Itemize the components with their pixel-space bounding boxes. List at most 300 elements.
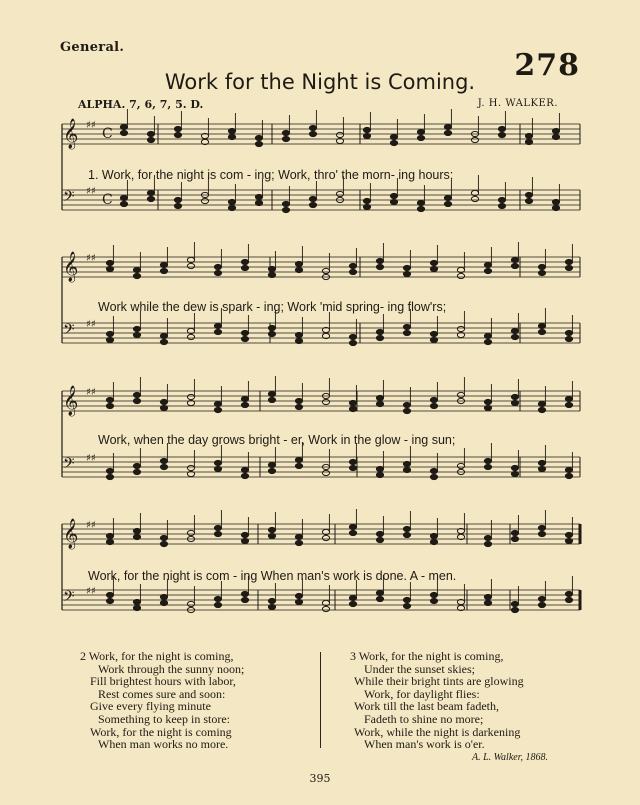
note-head — [309, 131, 316, 136]
note-head — [538, 531, 545, 536]
verse-line: Rest comes sure and soon: — [98, 686, 226, 701]
note-head — [214, 270, 221, 275]
note-head — [106, 533, 113, 538]
note-head — [349, 400, 356, 405]
note-head — [484, 405, 491, 410]
note-head — [349, 459, 356, 464]
note-head — [228, 134, 235, 139]
note-head — [457, 326, 464, 331]
verse-line: Work, while the night is darkening — [354, 724, 521, 739]
note-head — [511, 400, 518, 405]
note-head — [106, 266, 113, 271]
note-head — [511, 471, 518, 476]
note-head — [241, 259, 248, 264]
note-head — [133, 267, 140, 272]
verse-line: Work, for daylight flies: — [364, 686, 480, 701]
note-head — [187, 530, 194, 535]
note-head — [430, 592, 437, 597]
note-head — [241, 402, 248, 407]
note-head — [417, 129, 424, 134]
note-head — [133, 528, 140, 533]
note-head — [160, 339, 167, 344]
bass-clef: 𝄢 — [63, 455, 75, 476]
note-head — [133, 534, 140, 539]
note-head — [268, 325, 275, 330]
note-head — [268, 266, 275, 271]
note-head — [241, 473, 248, 478]
note-head — [309, 196, 316, 201]
note-head — [147, 190, 154, 195]
note-head — [552, 205, 559, 210]
note-head — [376, 596, 383, 601]
note-head — [255, 200, 262, 205]
note-head — [525, 133, 532, 138]
note-head — [363, 127, 370, 132]
verse-2 — [80, 650, 244, 751]
key-signature: ♯♯ — [86, 319, 96, 330]
key-signature: ♯♯ — [86, 387, 96, 398]
note-head — [160, 541, 167, 546]
note-head — [565, 336, 572, 341]
note-head — [147, 196, 154, 201]
treble-clef: 𝄞 — [63, 252, 79, 282]
note-head — [160, 405, 167, 410]
note-head — [484, 399, 491, 404]
note-head — [363, 133, 370, 138]
note-head — [511, 394, 518, 399]
note-head — [106, 397, 113, 402]
note-head — [376, 590, 383, 595]
note-head — [376, 537, 383, 542]
key-signature: ♯♯ — [86, 186, 96, 197]
bass-clef: 𝄢 — [63, 588, 75, 609]
note-head — [120, 201, 127, 206]
note-head — [214, 525, 221, 530]
note-head — [349, 406, 356, 411]
verse-line: Work through the sunny noon; — [98, 661, 245, 676]
note-head — [214, 460, 221, 465]
note-head — [538, 466, 545, 471]
note-head — [484, 339, 491, 344]
note-head — [430, 468, 437, 473]
note-head — [417, 200, 424, 205]
note-head — [295, 593, 302, 598]
page-number: 395 — [309, 772, 331, 785]
note-head — [484, 458, 491, 463]
note-head — [349, 269, 356, 274]
note-head — [552, 199, 559, 204]
note-head — [214, 323, 221, 328]
verse-line: Work till the last beam fadeth, — [354, 699, 499, 714]
lyric-line-1: 1. Work, for the night is com - ing; Work, thro' the morn- ing hours; — [88, 168, 454, 182]
note-head — [201, 198, 208, 203]
note-head — [282, 130, 289, 135]
note-head — [484, 262, 491, 267]
note-head — [511, 263, 518, 268]
verse-line: 3 Work, for the night is coming, — [350, 649, 504, 663]
note-head — [511, 530, 518, 535]
note-head — [403, 324, 410, 329]
note-head — [376, 264, 383, 269]
note-head — [565, 597, 572, 602]
verse-divider — [320, 652, 321, 748]
composer-credit: J. H. WALKER. — [477, 98, 558, 109]
verse-line: Under the sunset skies; — [364, 661, 475, 676]
note-head — [565, 473, 572, 478]
note-head — [268, 468, 275, 473]
note-head — [295, 332, 302, 337]
note-head — [160, 262, 167, 267]
note-head — [403, 461, 410, 466]
note-head — [336, 191, 343, 196]
note-head — [390, 140, 397, 145]
note-head — [376, 329, 383, 334]
note-head — [538, 525, 545, 530]
note-head — [106, 331, 113, 336]
note-head — [484, 600, 491, 605]
note-head — [295, 261, 302, 266]
note-head — [444, 130, 451, 135]
note-head — [403, 271, 410, 276]
tune-meter: ALPHA. 7, 6, 7, 5. D. — [78, 98, 204, 111]
note-head — [228, 205, 235, 210]
note-head — [349, 334, 356, 339]
verse-line: Give every flying minute — [90, 699, 211, 714]
note-head — [498, 132, 505, 137]
note-head — [538, 323, 545, 328]
note-head — [106, 403, 113, 408]
note-head — [430, 397, 437, 402]
note-head — [160, 399, 167, 404]
key-signature: ♯♯ — [86, 120, 96, 131]
note-head — [133, 326, 140, 331]
note-head — [295, 463, 302, 468]
verse-3 — [350, 650, 524, 751]
treble-clef: 𝄞 — [63, 519, 79, 549]
note-head — [147, 131, 154, 136]
note-head — [565, 265, 572, 270]
note-head — [174, 132, 181, 137]
note-head — [484, 464, 491, 469]
note-head — [484, 541, 491, 546]
verse-line: Fadeth to shine no more; — [364, 711, 484, 726]
note-head — [511, 607, 518, 612]
note-head — [430, 331, 437, 336]
note-head — [471, 196, 478, 201]
note-head — [241, 538, 248, 543]
note-head — [538, 401, 545, 406]
note-head — [214, 466, 221, 471]
note-head — [498, 197, 505, 202]
lyric-line-4: Work, for the night is com - ing When man's work is done. A - men. — [88, 569, 457, 583]
time-signature: C — [102, 192, 113, 208]
note-head — [376, 395, 383, 400]
note-head — [376, 401, 383, 406]
note-head — [174, 126, 181, 131]
note-head — [187, 465, 194, 470]
note-head — [552, 134, 559, 139]
note-head — [376, 531, 383, 536]
note-head — [268, 272, 275, 277]
note-head — [336, 132, 343, 137]
note-head — [120, 195, 127, 200]
note-head — [133, 469, 140, 474]
note-head — [174, 197, 181, 202]
note-head — [106, 337, 113, 342]
note-head — [160, 458, 167, 463]
note-head — [565, 402, 572, 407]
note-head — [295, 599, 302, 604]
bass-clef: 𝄢 — [63, 188, 75, 209]
note-head — [214, 602, 221, 607]
bass-clef: 𝄢 — [63, 321, 75, 342]
note-head — [133, 273, 140, 278]
note-head — [228, 128, 235, 133]
note-head — [403, 532, 410, 537]
note-head — [444, 195, 451, 200]
verse-line: Work, for the night is coming — [90, 724, 232, 739]
key-signature: ♯♯ — [86, 253, 96, 264]
note-head — [268, 397, 275, 402]
note-head — [255, 194, 262, 199]
note-head — [106, 539, 113, 544]
note-head — [430, 533, 437, 538]
note-head — [295, 540, 302, 545]
hymn-title: Work for the Night is Coming. — [164, 70, 476, 94]
note-head — [565, 538, 572, 543]
note-head — [241, 330, 248, 335]
note-head — [390, 193, 397, 198]
note-head — [525, 139, 532, 144]
note-head — [430, 266, 437, 271]
note-head — [430, 539, 437, 544]
note-head — [268, 604, 275, 609]
note-head — [120, 130, 127, 135]
note-head — [349, 524, 356, 529]
verse-line: When man's work is o'er. — [364, 737, 485, 752]
note-head — [160, 333, 167, 338]
note-head — [525, 198, 532, 203]
note-head — [147, 137, 154, 142]
note-head — [160, 535, 167, 540]
note-head — [255, 141, 262, 146]
note-head — [295, 404, 302, 409]
verse-line: While their bright tints are glowing — [354, 674, 524, 689]
note-head — [363, 198, 370, 203]
note-head — [187, 394, 194, 399]
note-head — [309, 125, 316, 130]
key-signature: ♯♯ — [86, 520, 96, 531]
verse-line: Fill brightest hours with labor, — [90, 674, 236, 689]
note-head — [255, 135, 262, 140]
note-head — [295, 267, 302, 272]
note-head — [376, 466, 383, 471]
note-head — [349, 530, 356, 535]
note-head — [552, 128, 559, 133]
note-head — [565, 532, 572, 537]
note-head — [214, 407, 221, 412]
note-head — [403, 526, 410, 531]
note-head — [498, 203, 505, 208]
note-head — [430, 403, 437, 408]
note-head — [538, 264, 545, 269]
note-head — [133, 332, 140, 337]
note-head — [565, 591, 572, 596]
note-head — [363, 204, 370, 209]
note-head — [538, 329, 545, 334]
note-head — [390, 134, 397, 139]
note-head — [133, 605, 140, 610]
note-head — [282, 136, 289, 141]
note-head — [160, 268, 167, 273]
note-head — [376, 258, 383, 263]
note-head — [403, 603, 410, 608]
note-head — [511, 536, 518, 541]
note-head — [430, 598, 437, 603]
note-head — [295, 398, 302, 403]
note-head — [241, 532, 248, 537]
note-head — [565, 259, 572, 264]
note-head — [538, 460, 545, 465]
note-head — [457, 273, 464, 278]
note-head — [187, 263, 194, 268]
note-head — [241, 591, 248, 596]
note-head — [268, 533, 275, 538]
treble-clef: 𝄞 — [63, 386, 79, 416]
time-signature: C — [102, 126, 113, 142]
note-head — [214, 329, 221, 334]
note-head — [538, 407, 545, 412]
note-head — [484, 268, 491, 273]
note-head — [403, 597, 410, 602]
note-head — [106, 468, 113, 473]
note-head — [282, 201, 289, 206]
section-heading: General. — [60, 40, 125, 55]
note-head — [565, 467, 572, 472]
note-head — [430, 474, 437, 479]
note-head — [511, 601, 518, 606]
note-head — [511, 257, 518, 262]
note-head — [160, 600, 167, 605]
note-head — [538, 270, 545, 275]
note-head — [511, 328, 518, 333]
note-head — [390, 199, 397, 204]
verse-line: 2 Work, for the night is coming, — [80, 649, 234, 663]
note-head — [417, 206, 424, 211]
author-credit: A. L. Walker, 1868. — [471, 752, 548, 763]
note-head — [430, 337, 437, 342]
note-head — [214, 401, 221, 406]
note-head — [133, 463, 140, 468]
note-head — [484, 594, 491, 599]
note-head — [309, 202, 316, 207]
note-head — [268, 462, 275, 467]
note-head — [133, 398, 140, 403]
key-signature: ♯♯ — [86, 453, 96, 464]
note-head — [322, 535, 329, 540]
verse-line: Something to keep in store: — [98, 711, 230, 726]
note-head — [538, 596, 545, 601]
note-head — [403, 408, 410, 413]
note-head — [295, 534, 302, 539]
lyric-line-2: Work while the dew is spark - ing; Work 'mid spring- ing flow'rs; — [98, 300, 447, 314]
note-head — [295, 338, 302, 343]
note-head — [511, 334, 518, 339]
note-head — [417, 135, 424, 140]
note-head — [457, 392, 464, 397]
note-head — [349, 595, 356, 600]
note-head — [214, 531, 221, 536]
note-head — [160, 464, 167, 469]
note-head — [187, 334, 194, 339]
note-head — [268, 598, 275, 603]
note-head — [538, 602, 545, 607]
note-head — [403, 265, 410, 270]
treble-clef: 𝄞 — [63, 119, 79, 149]
note-head — [241, 336, 248, 341]
note-head — [106, 592, 113, 597]
note-head — [430, 260, 437, 265]
verse-line: When man works no more. — [98, 737, 229, 752]
note-head — [349, 465, 356, 470]
note-head — [106, 260, 113, 265]
note-head — [214, 264, 221, 269]
note-head — [403, 330, 410, 335]
note-head — [525, 192, 532, 197]
note-head — [241, 467, 248, 472]
note-head — [565, 396, 572, 401]
note-head — [484, 535, 491, 540]
lyric-line-3: Work, when the day grows bright - er, Work in the glow - ing sun; — [98, 433, 456, 447]
note-head — [268, 391, 275, 396]
note-head — [322, 606, 329, 611]
hymn-number: 278 — [514, 48, 580, 83]
note-head — [403, 402, 410, 407]
note-head — [268, 331, 275, 336]
note-head — [511, 465, 518, 470]
note-head — [282, 207, 289, 212]
note-head — [241, 265, 248, 270]
note-head — [349, 263, 356, 268]
note-head — [484, 333, 491, 338]
note-head — [322, 268, 329, 273]
note-head — [187, 601, 194, 606]
note-head — [322, 470, 329, 475]
note-head — [349, 340, 356, 345]
note-head — [376, 335, 383, 340]
note-head — [268, 527, 275, 532]
note-head — [241, 396, 248, 401]
note-head — [106, 598, 113, 603]
note-head — [133, 599, 140, 604]
note-head — [322, 399, 329, 404]
note-head — [349, 601, 356, 606]
note-head — [565, 330, 572, 335]
note-head — [471, 137, 478, 142]
note-head — [106, 474, 113, 479]
note-head — [376, 472, 383, 477]
note-head — [295, 457, 302, 462]
note-head — [120, 124, 127, 129]
note-head — [444, 124, 451, 129]
note-head — [228, 199, 235, 204]
note-head — [241, 597, 248, 602]
note-head — [403, 467, 410, 472]
key-signature: ♯♯ — [86, 586, 96, 597]
note-head — [498, 126, 505, 131]
note-head — [174, 203, 181, 208]
note-head — [444, 201, 451, 206]
